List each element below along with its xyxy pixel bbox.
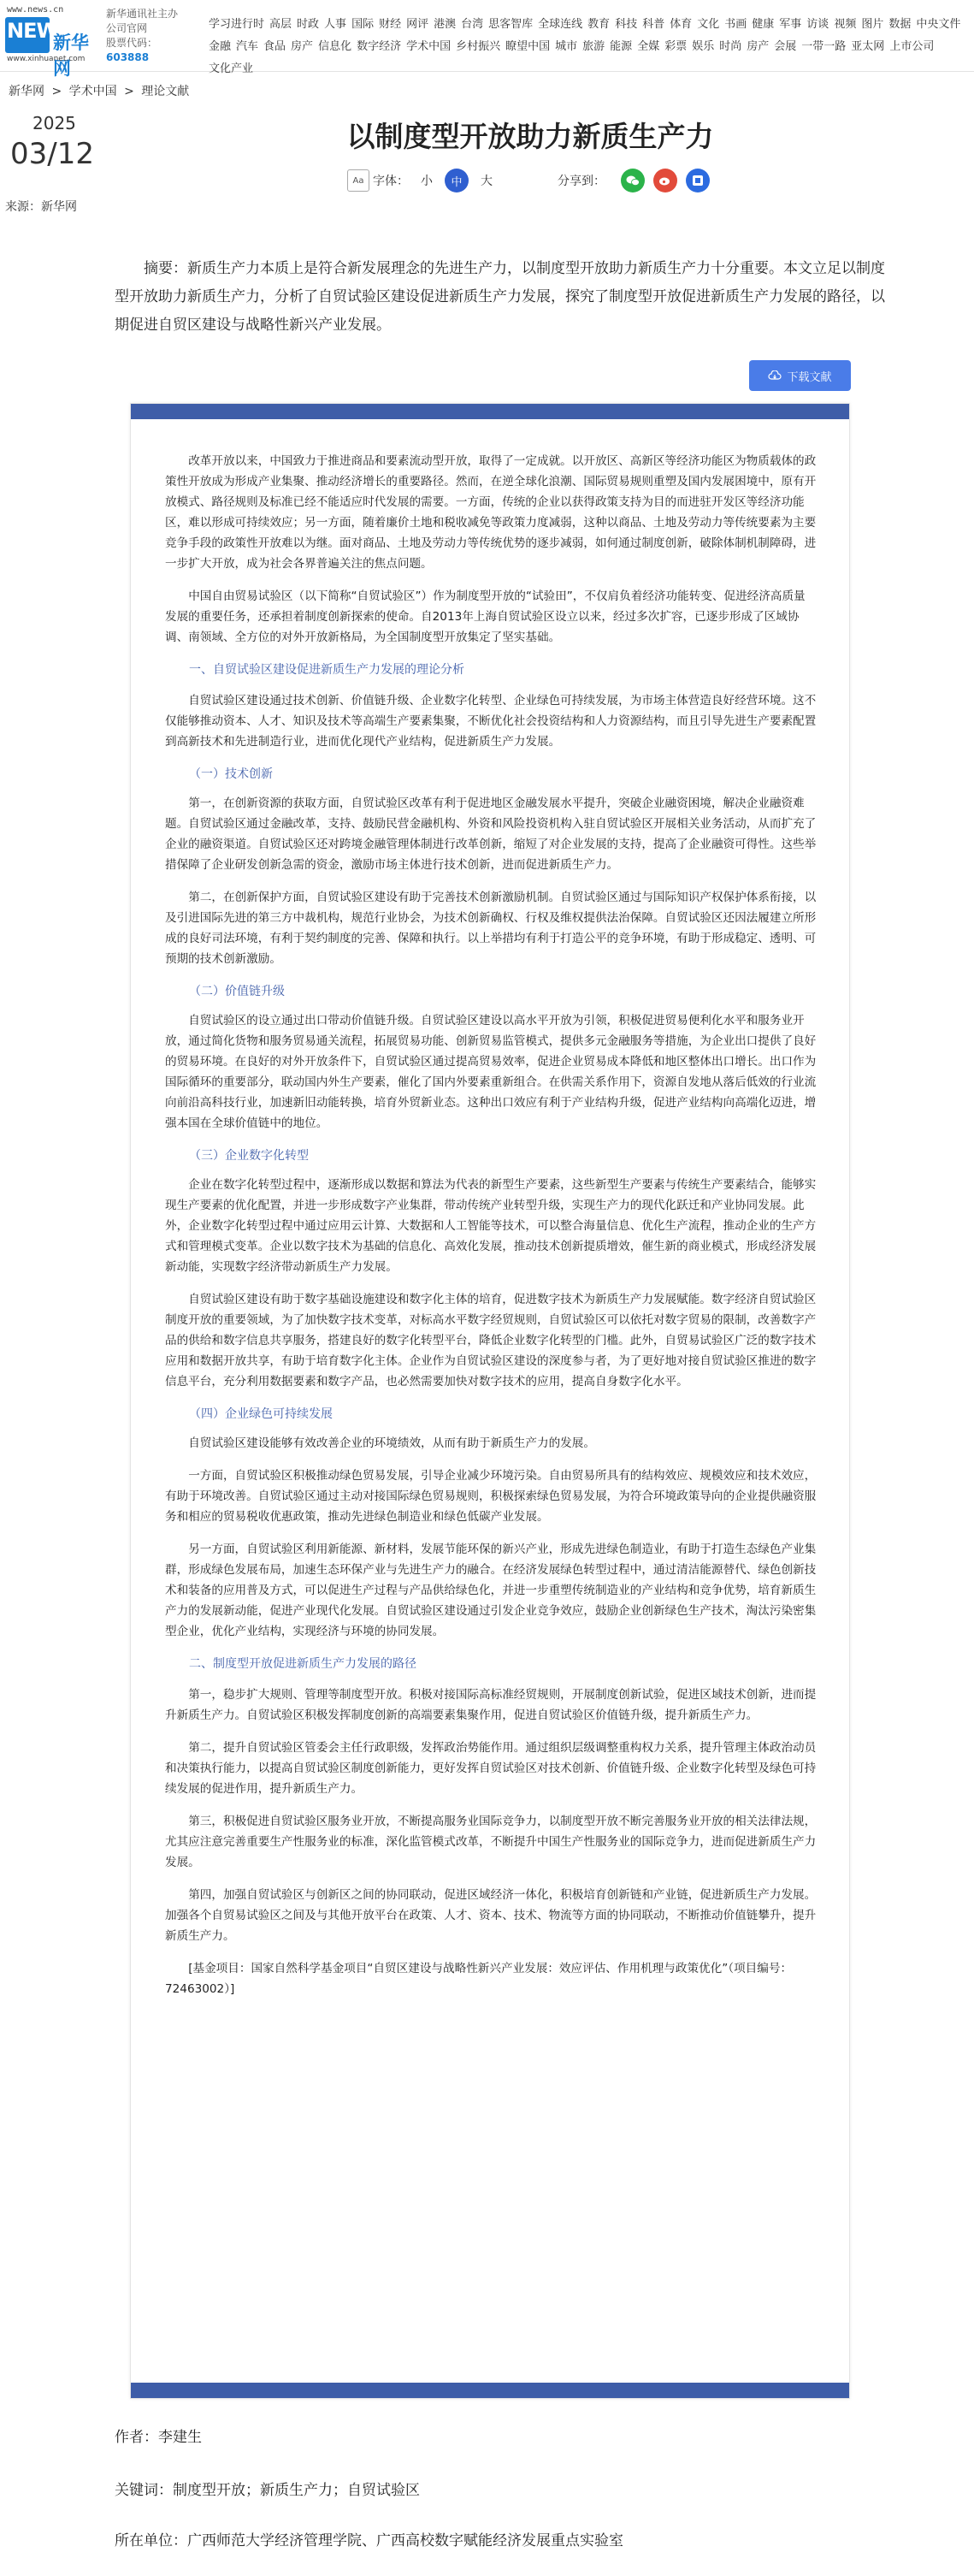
nav-item[interactable]: 会展 (774, 40, 797, 53)
font-label: 字体： (373, 175, 409, 188)
nav-item[interactable]: 数据 (888, 18, 912, 31)
nav-item[interactable]: 港澳 (434, 18, 457, 31)
nav-item[interactable]: 房产 (747, 40, 770, 53)
nav-item[interactable]: 汽车 (236, 40, 259, 53)
nav-item[interactable]: 科技 (615, 18, 638, 31)
nav-item[interactable]: 乡村振兴 (456, 40, 501, 53)
nav-item[interactable]: 数字经济 (357, 40, 402, 53)
fund-note: [基金项目：国家自然科学基金项目“自贸区建设与战略性新兴产业发展：效应评估、作用机理与政策优化”（项目编号：72463002）] (165, 1962, 793, 1996)
download-label: 下载文献 (787, 370, 832, 384)
nav-item[interactable]: 高层 (269, 18, 292, 31)
breadcrumb-theory[interactable]: 理论文献 (141, 85, 190, 98)
wechat-icon[interactable] (621, 169, 645, 192)
article-paragraph: 第四，加强自贸试验区与创新区之间的协同联动，促进区域经济一体化，积极培育创新链和产业链，促进新质生产力发展。加强各个自贸易试验区之间及与其他开放平台在政策、人才、资本、技术、物流等方面的协同联动，不断推动价值链攀升，提升新质生产力。 (165, 1888, 817, 1943)
site-info-line1: 新华通讯社主办 (106, 8, 179, 20)
nav-item[interactable]: 财经 (379, 18, 402, 31)
nav-item[interactable]: 一带一路 (801, 40, 847, 53)
nav-item[interactable]: 教育 (587, 18, 611, 31)
author-label: 作者： (115, 2429, 158, 2446)
breadcrumb-academic[interactable]: 学术中国 (68, 85, 117, 98)
subsection-heading: （四）企业绿色可持续发展 (189, 1407, 333, 1421)
cloud-download-icon (768, 370, 782, 381)
nav-item[interactable]: 食品 (263, 40, 286, 53)
font-middle-button[interactable]: 中 (445, 169, 469, 192)
nav-item[interactable]: 时尚 (719, 40, 742, 53)
nav-item[interactable]: 彩票 (664, 40, 688, 53)
nav-item[interactable]: 娱乐 (692, 40, 715, 53)
section-heading: 二、制度型开放促进新质生产力发展的路径 (189, 1657, 416, 1671)
article-abstract: 摘要：新质生产力本质上是符合新发展理念的先进生产力，以制度型开放助力新质生产力十分重要。本文立足以制度型开放助力新质生产力，分析了自贸试验区建设促进新质生产力发展，探究了制度型开放促进新质生产力发展的路径，以期促进自贸区建设与战略性新兴产业发展。 (115, 260, 885, 334)
article-paragraph: 一方面，自贸试验区积极推动绿色贸易发展，引导企业减少环境污染。自由贸易所具有的结构效应、规模效应和技术效应，有助于环境改善。自贸试验区通过主动对接国际绿色贸易规则，积极探索绿色贸易发展，为符合环境政策导向的企业提供融资服务和相应的贸易税收优惠政策，推动先进绿色制造业和绿色低碳产业发展。 (165, 1469, 817, 1524)
nav-item[interactable]: 上市公司 (889, 40, 935, 53)
weibo-icon[interactable] (653, 169, 677, 192)
channel-nav (209, 14, 971, 80)
article-tools (347, 168, 710, 193)
author-name: 李建生 (158, 2429, 202, 2446)
nav-item[interactable]: 中央文件 (916, 18, 961, 31)
article-paragraph: 改革开放以来，中国致力于推进商品和要素流动型开放，取得了一定成就。以开放区、高新区等经济功能区为物质载体的政策性开放成为形成产业集聚、推动经济增长的重要路径。然而，在逆全球化浪潮、国际贸易规则重塑及国内发展困境中，原有开放模式、路径规则及标准已经不能适应时代发展的需要。一方面，传统的企业以获得政策支持为目的而进驻开发区等经济功能区，难以形成可持续效应；另一方面，随着廉价土地和税收减免等政策力度减弱，这种以商品、土地及劳动力等传统要素为主要竞争手段的政策性开放难以为继。面对商品、土地及劳动力等传统优势的逐步减弱，如何通过制度创新，破除体制机制障碍，进一步扩大开放，成为社会各界普遍关注的焦点问题。 (165, 454, 817, 571)
subsection-heading: （三）企业数字化转型 (189, 1149, 309, 1163)
source: 来源：新华网 (5, 200, 77, 214)
nav-item[interactable]: 军事 (779, 18, 802, 31)
nav-item[interactable]: 台湾 (461, 18, 484, 31)
logo-brand-main: NEWS (7, 19, 73, 43)
nav-item[interactable]: 金融 (209, 40, 232, 53)
affiliation-line (115, 2528, 623, 2549)
breadcrumb (9, 82, 192, 99)
nav-item[interactable]: 访谈 (806, 18, 829, 31)
download-button[interactable] (749, 360, 851, 391)
article-paragraph: 第一，在创新资源的获取方面，自贸试验区改革有利于促进地区金融发展水平提升，突破企业融资困境，解决企业融资难题。自贸试验区通过金融改革，支持、鼓励民营金融机构、外资和风险投资机构入驻自贸试验区开展相关业务活动，从而扩充了企业的融资渠道。自贸试验区还对跨境金融管理体制进行改革创新，缩短了对企业发展的支持，提高了企业融资可得性。这些举措保障了企业研发创新急需的资金，激励市场主体进行技术创新，进而促进新质生产力。 (165, 796, 817, 872)
nav-item[interactable]: 学术中国 (406, 40, 452, 53)
nav-item[interactable]: 学习进行时 (209, 18, 265, 31)
nav-item[interactable]: 人事 (324, 18, 347, 31)
stock-code-value: 603888 (106, 51, 150, 63)
publish-date: 03/12 (10, 137, 94, 171)
font-size-icon: Aa (347, 169, 369, 192)
font-small-button[interactable]: 小 (421, 175, 433, 188)
nav-item[interactable]: 科普 (642, 18, 665, 31)
breadcrumb-home[interactable]: 新华网 (9, 85, 44, 98)
nav-item[interactable]: 网评 (406, 18, 429, 31)
nav-item[interactable]: 瞭望中国 (505, 40, 551, 53)
stock-code-label: 股票代码： (106, 37, 158, 49)
site-logo[interactable] (5, 5, 94, 79)
nav-item[interactable]: 健康 (752, 18, 775, 31)
logo-url: www.news.cn (7, 5, 64, 15)
article-paragraph: 第二，在创新保护方面，自贸试验区建设有助于完善技术创新激励机制。自贸试验区通过与国际知识产权保护体系衔接，以及引进国际先进的第三方中裁机构，规范行业协会，为技术创新确权、行权及维权提供法治保障。自贸试验区还因法履建立所形成的良好司法环境，有利于契约制度的完善、保障和执行。以上举措均有利于打造公平的竞争环境，有助于形成稳定、透明、可预期的技术创新激励。 (165, 891, 817, 966)
keywords-label: 关键词： (115, 2482, 173, 2499)
nav-item[interactable]: 城市 (555, 40, 578, 53)
font-large-button[interactable]: 大 (481, 175, 493, 188)
article-title: 以制度型开放助力新质生产力 (346, 120, 714, 153)
article-paper (130, 403, 850, 2399)
share-label: 分享到： (558, 175, 605, 188)
article-paragraph: 第二，提升自贸试验区管委会主任行政职级，发挥政治势能作用。通过组织层级调整重构权力关系，提升管理主体政治动员和决策执行能力，以提高自贸试验区制度创新能力，更好发挥自贸试验区对技术创新、价值链升级、企业数字化转型及绿色可持续发展的促进作用，提升新质生产力。 (165, 1741, 817, 1796)
nav-item[interactable]: 思客智库 (488, 18, 534, 31)
nav-item[interactable]: 全媒 (637, 40, 660, 53)
affiliation-value: 广西师范大学经济管理学院、广西高校数字赋能经济发展重点实验室 (187, 2532, 623, 2549)
publish-year: 2025 (32, 113, 76, 133)
keywords-value: 制度型开放；新质生产力；自贸试验区 (173, 2482, 420, 2499)
nav-item[interactable]: 信息化 (318, 40, 352, 53)
logo-brand-cn: 新华网 (53, 33, 89, 79)
nav-item[interactable]: 亚太网 (851, 40, 885, 53)
nav-item[interactable]: 全球连线 (538, 18, 583, 31)
nav-item[interactable]: 能源 (610, 40, 633, 53)
article-paragraph: 自贸试验区的设立通过出口带动价值链升级。自贸试验区建设以高水平开放为引领，积极促进贸易便利化水平和服务业开放，通过简化货物和服务贸易通关流程，拓展贸易功能、创新贸易监管模式，提供多元金融服务等措施，为企业出口提供了良好的贸易环境。在良好的对外开放条件下，自贸试验区通过提高贸易效率，促进企业贸易成本降低和地区整体出口增长。出口作为国际循环的重要部分，联动国内外生产要素，催化了国内外要素重新组合。在供需关系作用下，资源自发地从落后低效的行业流向前沿高科技行业，加速新旧动能转换，培育外贸新业态。这种出口效应有利于产业结构升级，促进产业结构向高端化迈进，增强本国在全球价值链中的地位。 (165, 1014, 817, 1130)
nav-item[interactable]: 旅游 (582, 40, 605, 53)
qq-icon[interactable] (686, 169, 710, 192)
article-paragraph: 自贸试验区建设通过技术创新、价值链升级、企业数字化转型、企业绿色可持续发展，为市场主体营造良好经营环境。这不仅能够推动资本、人才、知识及技术等高端生产要素集聚，不断优化社会投资结构和人力资源结构，而且引导先进生产要素配置到高新技术和先进制造行业，进而优化现代产业结构，促进新质生产力发展。 (165, 694, 817, 749)
article-paragraph: 第三，积极促进自贸试验区服务业开放，不断提高服务业国际竞争力，以制度型开放不断完善服务业开放的相关法律法规，尤其应注意完善重要生产性服务业的标准，深化监管模式改革，不断提升中国生产性服务业的国际竞争力，进而促进新质生产力发展。 (165, 1815, 817, 1869)
subsection-heading: （二）价值链升级 (189, 985, 285, 998)
breadcrumb-separator: > (124, 85, 134, 98)
breadcrumb-separator: > (51, 85, 62, 98)
nav-item[interactable]: 文化 (697, 18, 720, 31)
paper-bottom-bar (131, 2383, 849, 2398)
article-body (165, 451, 817, 2011)
section-heading: 一、自贸试验区建设促进新质生产力发展的理论分析 (189, 663, 464, 677)
stock-code (106, 36, 200, 65)
nav-item[interactable]: 文化产业 (209, 62, 254, 75)
article-paragraph: 企业在数字化转型过程中，逐渐形成以数据和算法为代表的新型生产要素，这些新型生产要素与传统生产要素结合，能够实现生产要素的优化配置，并进一步形成数字产业集群，带动传统产业转型升级，实现生产力的现代化跃迁和产业协同发展。此外，企业数字化转型过程中通过应用云计算、大数据和人工智能等技术，可以整合海量信息、优化生产流程，推动企业的生产方式和管理模式变革。企业以数字技术为基础的信息化、高效化发展，推动技术创新提质增效，催生新的商业模式，形成经济发展新动能，实现数字经济带动新质生产力发展。 (165, 1178, 817, 1274)
article-paragraph: 另一方面，自贸试验区利用新能源、新材料，发展节能环保的新兴产业，形成先进绿色制造业，有助于打造生态绿色产业集群，形成绿色发展布局，加速生态环保产业与先进生产力的融合。在经济发展绿色转型过程中，通过清洁能源替代、绿色创新技术和装备的应用普及方式，可以促进生产过程与产品供给绿色化，并进一步重塑传统制造业的产业结构和竞争优势，培育新质生产力的发展新动能，促进产业现代化发展。自贸试验区建设通过引发企业竞争效应，鼓励企业创新绿色生产技术，淘汰污染密集型企业，优化产业结构，实现经济与环境的协同发展。 (165, 1543, 817, 1638)
article-paragraph: 自贸试验区建设有助于数字基础设施建设和数字化主体的培育，促进数字技术为新质生产力发展赋能。数字经济自贸试验区制度开放的重要领域，为了加快数字技术变革，对标高水平数字经贸规则，自贸试验区可以依托对数字贸易的限制，改善数字产品的供给和数字信息共享服务，搭建良好的数字化转型平台，降低企业数字化转型的门槛。此外，自贸易试验区广泛的数字技术应用和数据开放共享，有助于培育数字化主体。企业作为自贸试验区建设的深度参与者，为了更好地对接自贸试验区推进的数字信息平台，充分利用数据要素和数字产品，也必然需要加快对数字技术的应用，提高自身数字化水平。 (165, 1293, 817, 1389)
site-info (106, 7, 200, 65)
nav-item[interactable]: 时政 (297, 18, 320, 31)
nav-item[interactable]: 体育 (670, 18, 693, 31)
site-info-line2: 公司官网 (106, 22, 148, 34)
article-paragraph: 第一，稳步扩大规则、管理等制度型开放。积极对接国际高标准经贸规则，开展制度创新试验，促进区域技术创新，进而提升新质生产力。自贸试验区积极发挥制度创新的高端要素集聚作用，促进自贸试验区价值链升级，提升新质生产力。 (165, 1688, 817, 1722)
nav-item[interactable]: 国际 (351, 18, 375, 31)
nav-item[interactable]: 书画 (724, 18, 747, 31)
article-paragraph: 自贸试验区建设能够有效改善企业的环境绩效，从而有助于新质生产力的发展。 (188, 1436, 595, 1450)
subsection-heading: （一）技术创新 (189, 767, 273, 781)
keywords-line (115, 2478, 420, 2499)
author-line (115, 2425, 202, 2446)
article-paragraph: 中国自由贸易试验区（以下简称“自贸试验区”）作为制度型开放的“试验田”，不仅肩负着经济功能转变、促进经济高质量发展的重要任务，还承担着制度创新探索的使命。自2013年上海自贸试验区设立以来，经过多次扩容，已逐步形成了区域协调、南领域、全方位的对外开放新格局，为全国制度型开放集定了坚实基础。 (165, 589, 806, 644)
paper-top-bar (131, 404, 849, 419)
nav-item[interactable]: 图片 (861, 18, 884, 31)
nav-item[interactable]: 房产 (291, 40, 314, 53)
nav-item[interactable]: 视频 (834, 18, 857, 31)
top-header (0, 0, 974, 79)
logo-english: www.xinhuanet.com (7, 55, 86, 63)
affiliation-label: 所在单位： (115, 2532, 187, 2549)
